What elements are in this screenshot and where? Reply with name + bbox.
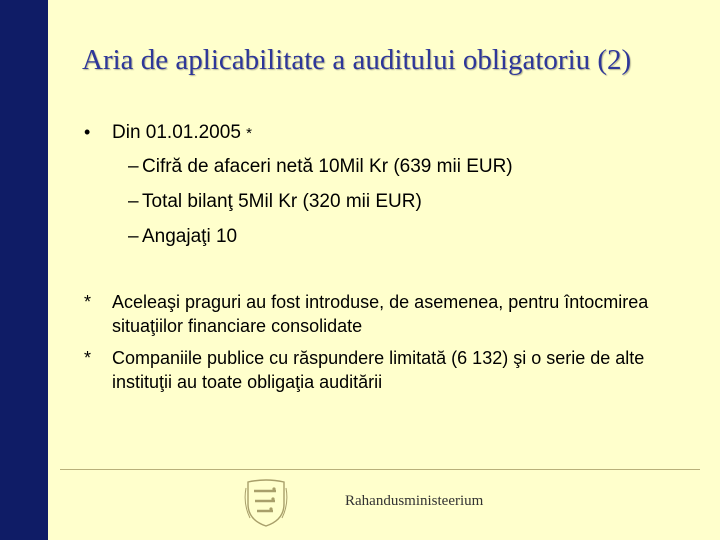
bullet-list — [84, 116, 704, 254]
sub-item-text: Total bilanţ 5Mil Kr (320 mii EUR) — [142, 191, 422, 212]
ministry-name: Rahandusministeerium — [345, 493, 484, 509]
coat-of-arms-icon — [244, 478, 288, 528]
sub-item-text: Angajaţi 10 — [142, 226, 238, 247]
sub-item-dash: – — [128, 226, 139, 247]
slide-title: Aria de aplicabilitate a auditului obligatoriu (2) — [82, 44, 632, 76]
sub-item — [84, 219, 704, 254]
footnote — [84, 346, 704, 394]
footnote-text: Companiile publice cu răspundere limitată (6 132) şi o serie de alte instituţii au toate obligaţia auditării — [112, 348, 645, 392]
footnotes — [84, 290, 704, 402]
bullet-marker: • — [84, 122, 91, 142]
footnote-star: * — [84, 348, 92, 368]
footnote — [84, 290, 704, 338]
sub-item-dash: – — [128, 191, 139, 212]
bullet-star: * — [246, 125, 253, 142]
sub-item-dash: – — [128, 156, 139, 177]
sub-item-text: Cifră de afaceri netă 10Mil Kr (639 mii EUR) — [142, 156, 513, 177]
footer-divider — [60, 469, 700, 470]
bullet-text: Din 01.01.2005 — [112, 122, 241, 143]
bullet-item — [84, 116, 704, 149]
footnote-star: * — [84, 292, 92, 312]
sub-item — [84, 184, 704, 219]
sub-item — [84, 149, 704, 184]
footnote-text: Aceleaşi praguri au fost introduse, de asemenea, pentru întocmirea situaţiilor financiare consolidate — [112, 292, 649, 336]
left-accent-bar — [0, 0, 48, 540]
